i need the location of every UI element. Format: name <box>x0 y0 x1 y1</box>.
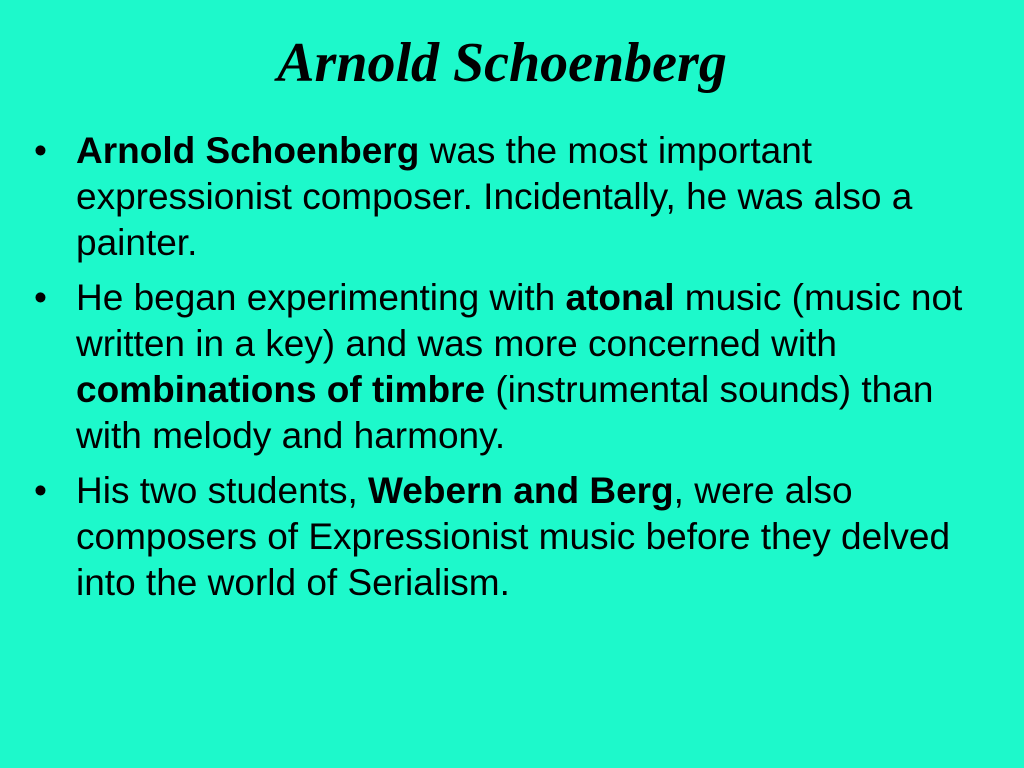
bullet-2-text-1: He began experimenting with <box>76 277 566 318</box>
bullet-3-bold-1: Webern and Berg <box>368 470 674 511</box>
bullet-3-text-2: , were also composers of Expressionist music before they delved into the world of Serialism. <box>76 470 951 603</box>
bullet-2-bold-1: atonal <box>565 277 675 318</box>
bullet-3-text-1: His two students, <box>76 470 369 511</box>
bullet-1-bold-1: Arnold Schoenberg <box>76 130 420 171</box>
slide-title: Arnold Schoenberg <box>277 32 727 94</box>
bullet-dot: • <box>34 470 47 511</box>
bullet-2-text-2: music (music not written in a key) and was more concerned with <box>76 277 963 364</box>
bullet-1-text-1: was the most important expressionist composer. Incidentally, he was also a painter. <box>76 130 913 263</box>
bullet-item-2 <box>30 275 1000 459</box>
bullet-list <box>30 128 1000 615</box>
bullet-item-3 <box>30 468 1000 606</box>
bullet-2-text-3: (instrumental sounds) than with melody and harmony. <box>76 369 934 456</box>
bullet-item-1 <box>30 128 1000 266</box>
bullet-2-bold-2: combinations of timbre <box>76 369 486 410</box>
bullet-dot: • <box>34 277 47 318</box>
bullet-dot: • <box>34 130 47 171</box>
